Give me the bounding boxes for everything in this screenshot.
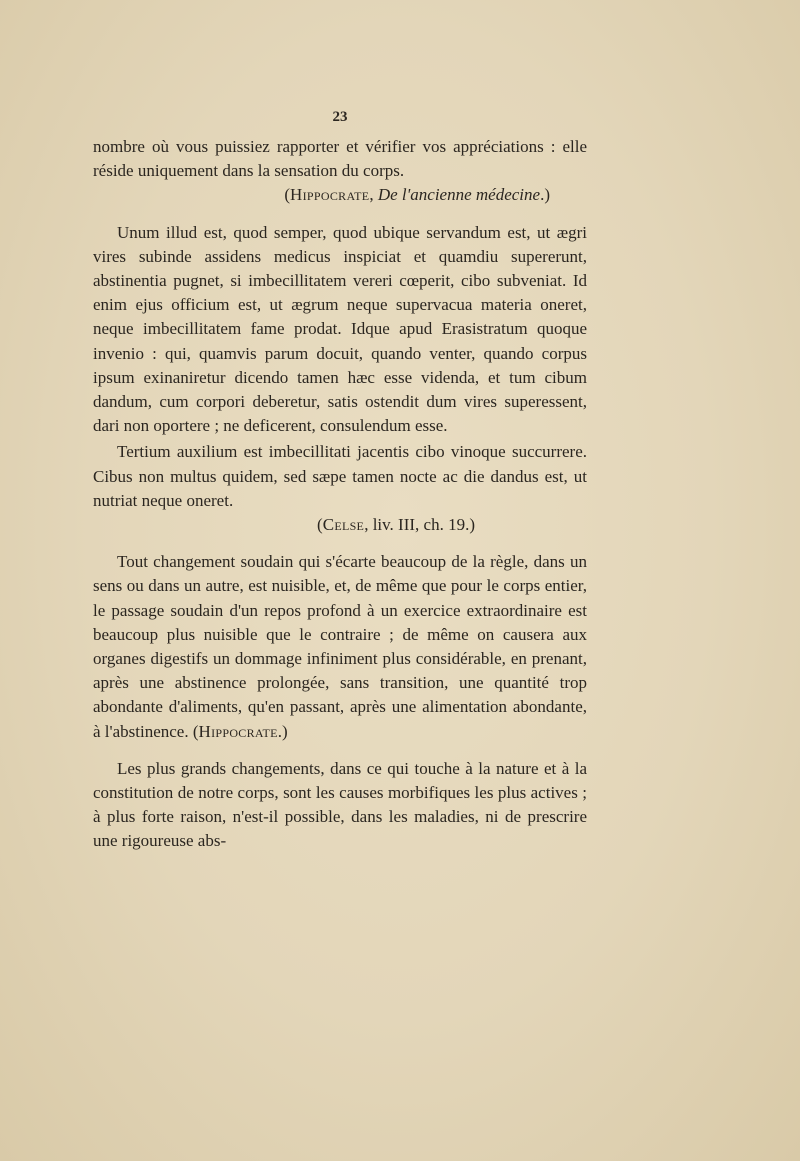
citation-work-title: De l'ancienne médecine bbox=[377, 185, 541, 205]
citation-open: ( bbox=[192, 721, 199, 741]
citation-separator: , bbox=[369, 185, 378, 205]
citation-open: ( bbox=[284, 185, 291, 205]
paragraph-les-plus-grands-changements: Les plus grands changements, dans ce qui touche à la nature et à la constitution de notre corps, sont les causes morbifiques les plus actives ; à plus forte raison, n'est-il possible, dans les maladies, ni de prescrire une rigoureuse abs- bbox=[93, 758, 587, 851]
inline-citation-hippocrate bbox=[193, 722, 288, 741]
citation-close: .) bbox=[540, 185, 550, 205]
citation-author: Hippocrate bbox=[290, 185, 370, 205]
paragraph-body: Tout changement soudain qui s'écarte beaucoup de la règle, dans un sens ou dans un autre, est nuisible, et, de même que pour le corps entier, le passage soudain d'un repos profond à un exercice extraordinaire est beaucoup plus nuisible que le contraire ; de même on causera aux organes digestifs un dommage infiniment plus considérable, en prenant, après une abstinence prolongée, sans transition, une quantité trop abondante d'aliments, qu'en passant, après une alimentation abondante, à l'abstinence. bbox=[93, 552, 587, 741]
citation-celse bbox=[93, 513, 587, 537]
paragraph-latin-tertium-auxilium: Tertium auxilium est imbecillitati jacentis cibo vinoque succurrere. Cibus non multus quidem, sed sæpe tamen nocte ac die dandus est, ut nutriat neque oneret. bbox=[93, 442, 587, 510]
page-text-block bbox=[93, 105, 587, 854]
page-number: 23 bbox=[332, 109, 348, 125]
citation-close: .) bbox=[277, 721, 288, 741]
citation-hippocrate-ancienne-medecine bbox=[93, 183, 587, 207]
paragraph-continuation: nombre où vous puissiez rapporter et vérifier vos appréciations : elle réside uniquement dans la sensation du corps. bbox=[93, 137, 587, 181]
citation-author: Celse bbox=[322, 515, 365, 535]
citation-reference: , liv. III, ch. 19.) bbox=[364, 515, 475, 535]
citation-author: Hippocrate bbox=[198, 721, 278, 741]
paragraph-latin-unum-illud: Unum illud est, quod semper, quod ubique servandum est, ut ægri vires subinde assidens medicus inspiciat et quamdiu supererunt, abstinentia pugnet, si imbecillitatem vereri cœperit, cibo subveniat. Id enim ejus officium est, ut ægrum neque supervacua materia oneret, neque imbecillitatem fame prodat. Idque apud Erasistratum quoque invenio : qui, quamvis parum docuit, quando venter, quando corpus ipsum exinaniretur dicendo tamen hæc esse videnda, et tum cibum dandum, cum corpori deberetur, satis ostendit dum vires superessent, dari non oportere ; ne deficerent, consulendum esse. bbox=[93, 222, 587, 436]
paragraph-tout-changement bbox=[93, 550, 587, 744]
citation-open: ( bbox=[317, 515, 323, 535]
